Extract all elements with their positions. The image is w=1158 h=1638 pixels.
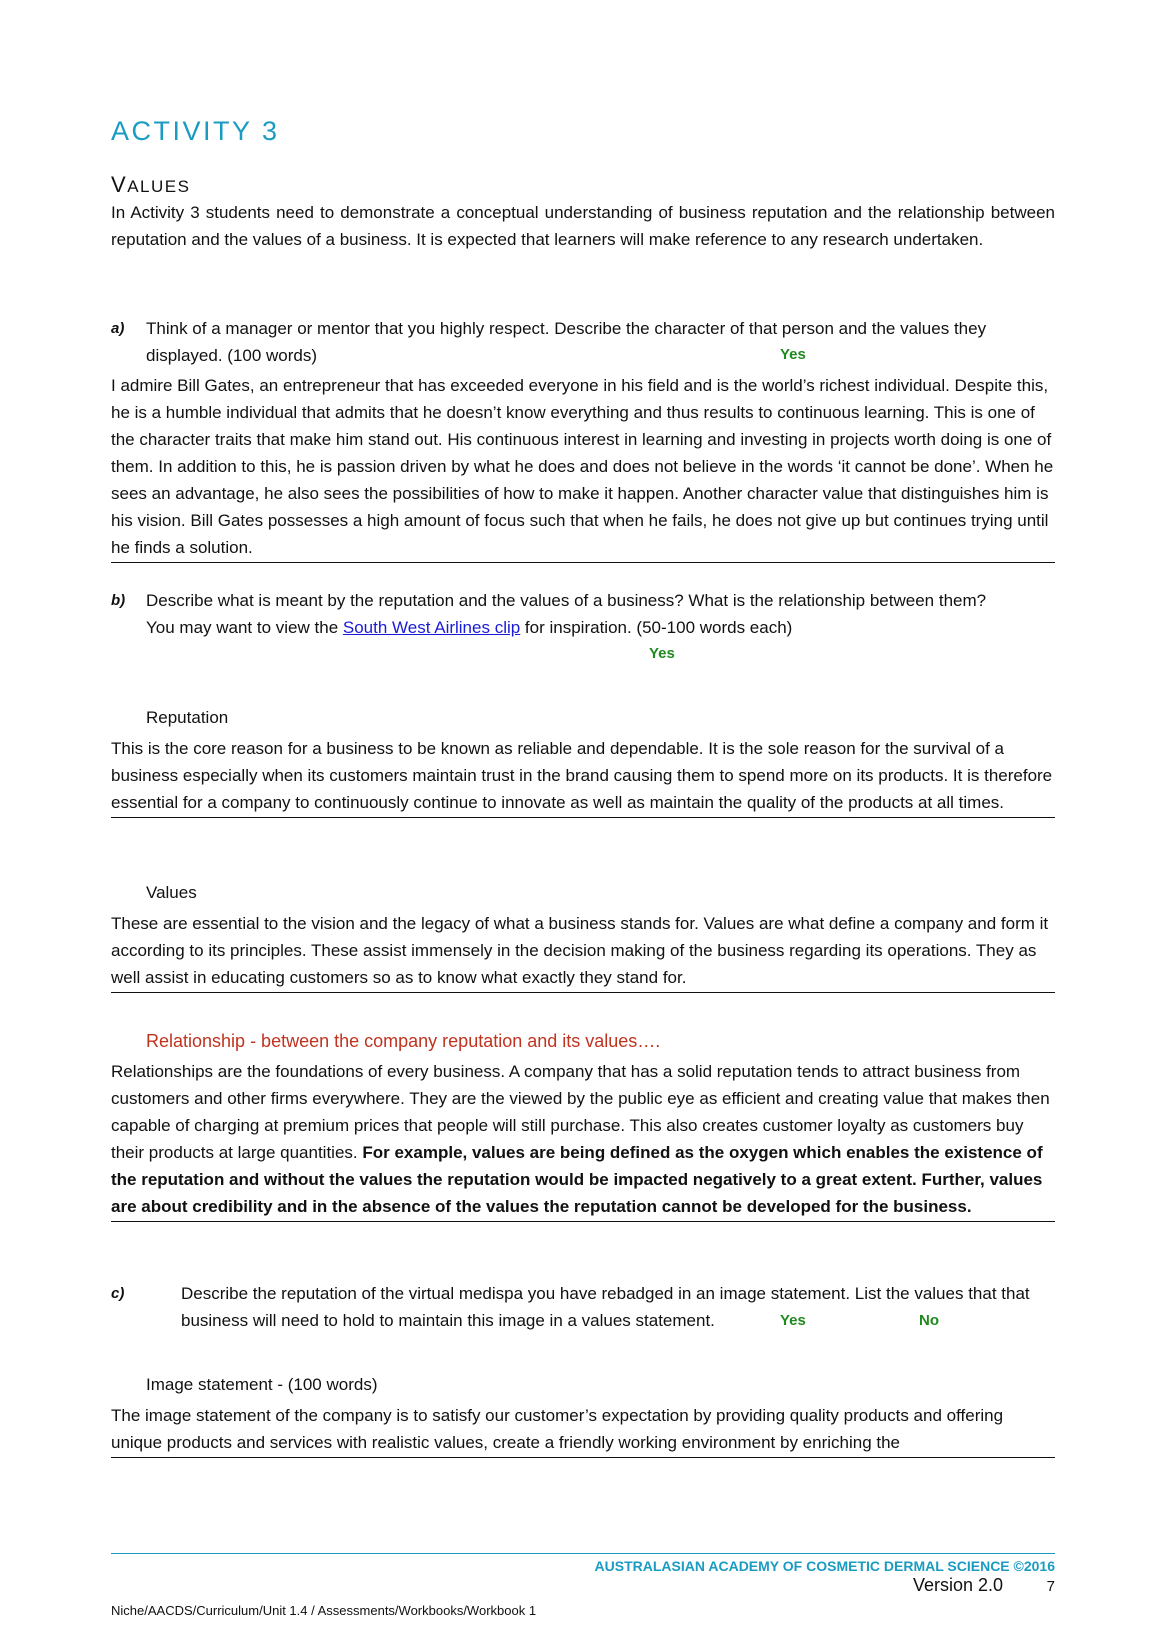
intro-paragraph: In Activity 3 students need to demonstrate a conceptual understanding of business reputation and the relationship between reputation and the values of a business. It is expected that learners will make reference to any research undertaken.: [111, 203, 1055, 249]
footer-version: Version 2.0: [912, 1575, 1003, 1595]
question-c-label: c): [111, 1285, 125, 1302]
footer-page-number: 7: [1046, 1578, 1055, 1595]
question-b-line1: Describe what is meant by the reputation and the values of a business? What is the relationship between them?: [146, 591, 987, 610]
question-b-suffix: for inspiration. (50-100 words each): [520, 618, 793, 637]
footer-path: Niche/AACDS/Curriculum/Unit 1.4 / Assessments/Workbooks/Workbook 1: [111, 1603, 537, 1618]
section-title-rest: ALUES: [127, 177, 191, 196]
question-b-prefix: You may want to view the: [146, 618, 343, 637]
question-b-label: b): [111, 592, 126, 609]
question-a-mark: Yes: [780, 346, 806, 363]
image-statement-answer: The image statement of the company is to satisfy our customer’s expectation by providing quality products and offering unique products and services with realistic values, create a friendly working environment by enriching the: [111, 1402, 1055, 1458]
question-b-line2: [146, 614, 1055, 641]
question-a-answer: I admire Bill Gates, an entrepreneur that has exceeded everyone in his field and is the world’s richest individual. Despite this, he is a humble individual that admits that he doesn’t know everything and thus results to continuous learning. This is one of the character traits that make him stand out. His continuous interest in learning and investing in projects worth doing is one of them. In addition to this, he is passion driven by what he does and does not believe in the words ‘it cannot be done’. When he sees an advantage, he also sees the possibilities of how to make it happen. Another character value that distinguishes him is his vision. Bill Gates possesses a high amount of focus such that when he fails, he does not give up but continues trying until he finds a solution.: [111, 372, 1055, 563]
question-c-text: Describe the reputation of the virtual medispa you have rebadged in an image statement. List the values that that business will need to hold to maintain this image in a values statement.: [181, 1284, 1030, 1330]
reputation-label: Reputation: [146, 708, 229, 727]
question-c-mark-no: No: [919, 1312, 939, 1329]
relationship-answer: [111, 1058, 1055, 1222]
footer-organization: AUSTRALASIAN ACADEMY OF COSMETIC DERMAL SCIENCE ©2016: [594, 1558, 1055, 1574]
values-label: Values: [146, 883, 197, 902]
question-b-text: [146, 587, 1055, 641]
question-a-label: a): [111, 320, 125, 337]
question-c-mark-yes: Yes: [780, 1312, 806, 1329]
footer-divider: [111, 1553, 1055, 1554]
section-title-cap: V: [111, 172, 128, 197]
reputation-answer: This is the core reason for a business to be known as reliable and dependable. It is the sole reason for the survival of a business especially when its customers maintain trust in the brand causing them to spend more on its products. It is therefore essential for a company to continuously continue to innovate as well as maintain the quality of the products at all times.: [111, 735, 1055, 818]
relationship-answer-text: Relationships are the foundations of every business. A company that has a solid reputation tends to attract business from customers and other firms everywhere. They are the viewed by the public eye as efficient and creating value that makes then capable of charging at premium prices that people will still purchase. This also creates customer loyalty as customers buy their products at large quantities.: [111, 1062, 1050, 1162]
question-a-text: Think of a manager or mentor that you highly respect. Describe the character of that person and the values they displayed. (100 words): [146, 319, 987, 365]
image-statement-label: Image statement - (100 words): [146, 1375, 378, 1394]
relationship-answer-bold: For example, values are being defined as the oxygen which enables the existence of the reputation and without the values the reputation would be impacted negatively to a great extent. Further, values are about credibility and in the absence of the values the reputation cannot be developed for the business.: [111, 1143, 1043, 1216]
section-title: [111, 172, 190, 198]
relationship-label: Relationship - between the company reputation and its values….: [146, 1031, 661, 1051]
activity-title: ACTIVITY 3: [111, 116, 280, 146]
question-b-mark: Yes: [649, 645, 675, 662]
south-west-airlines-link[interactable]: South West Airlines clip: [342, 618, 521, 637]
values-answer: These are essential to the vision and the legacy of what a business stands for. Values are what define a company and form it according to its principles. These assist immensely in the decision making of the business regarding its operations. They as well assist in educating customers so as to know what exactly they stand for.: [111, 910, 1055, 993]
